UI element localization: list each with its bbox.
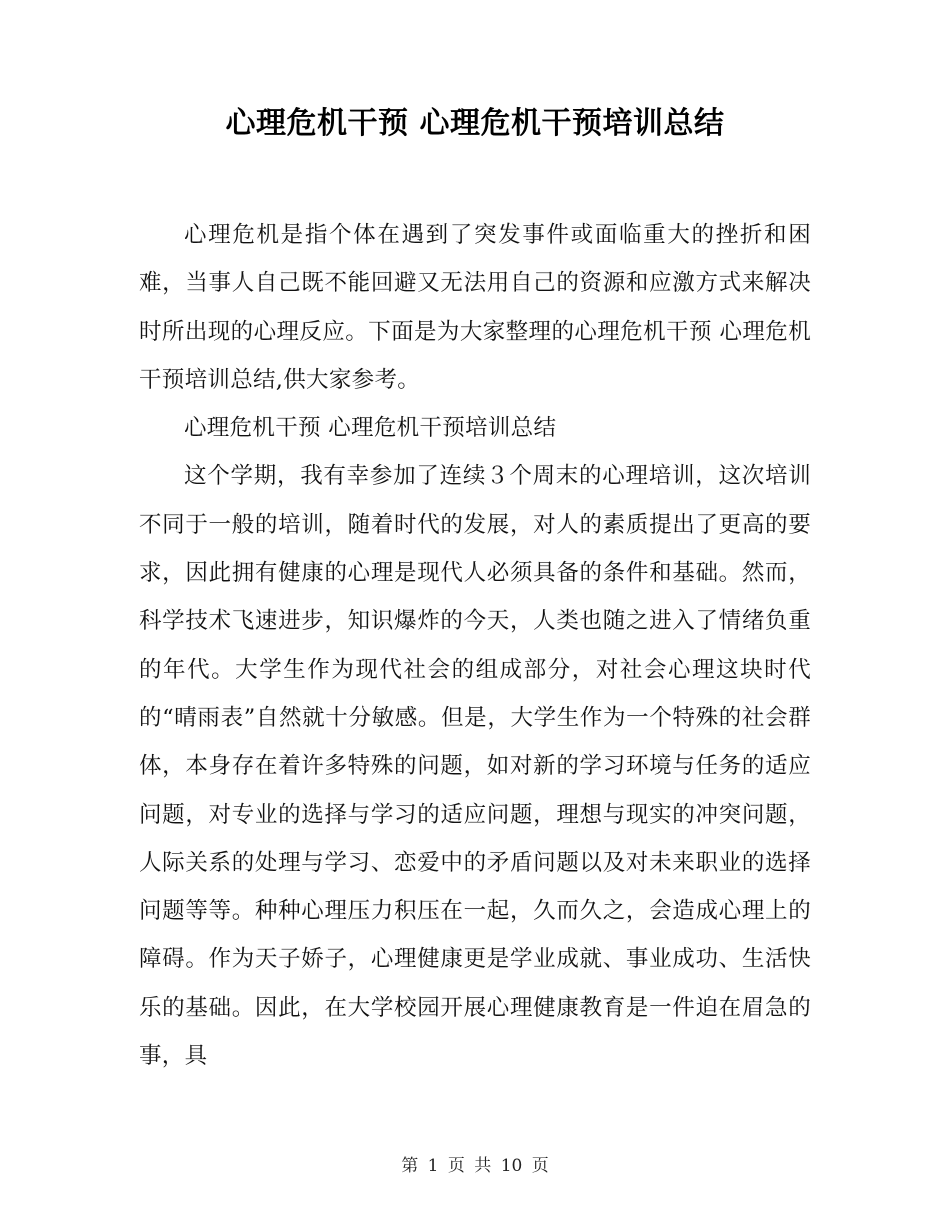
subtitle-paragraph: 心理危机干预 心理危机干预培训总结	[184, 415, 557, 442]
document-body	[139, 211, 811, 1080]
page-number-footer: 第 1 页 共 10 页	[401, 1156, 549, 1176]
main-paragraph: 这个学期，我有幸参加了连续３个周末的心理培训，这次培训不同于一般的培训，随着时代的发展，对人的素质提出了更高的要求，因此拥有健康的心理是现代人必须具备的条件和基础。然而，科学技术飞速进步，知识爆炸的今天，人类也随之进入了情绪负重的年代。大学生作为现代社会的组成部分，对社会心理这块时代的“晴雨表”自然就十分敏感。但是，大学生作为一个特殊的社会群体，本身存在着许多特殊的问题，如对新的学习环境与任务的适应问题，对专业的选择与学习的适应问题，理想与现实的冲突问题，人际关系的处理与学习、恋爱中的矛盾问题以及对未来职业的选择问题等等。种种心理压力积压在一起，久而久之，会造成心理上的障碍。作为天子娇子，心理健康更是学业成就、事业成功、生活快乐的基础。因此，在大学校园开展心理健康教育是一件迫在眉急的事，具	[139, 463, 811, 1070]
intro-paragraph: 心理危机是指个体在遇到了突发事件或面临重大的挫折和困难，当事人自己既不能回避又无法用自己的资源和应激方式来解决时所出现的心理反应。下面是为大家整理的心理危机干预 心理危机干预培训总结,供大家参考。	[139, 222, 811, 393]
page-title: 心理危机干预 心理危机干预培训总结	[225, 106, 725, 141]
